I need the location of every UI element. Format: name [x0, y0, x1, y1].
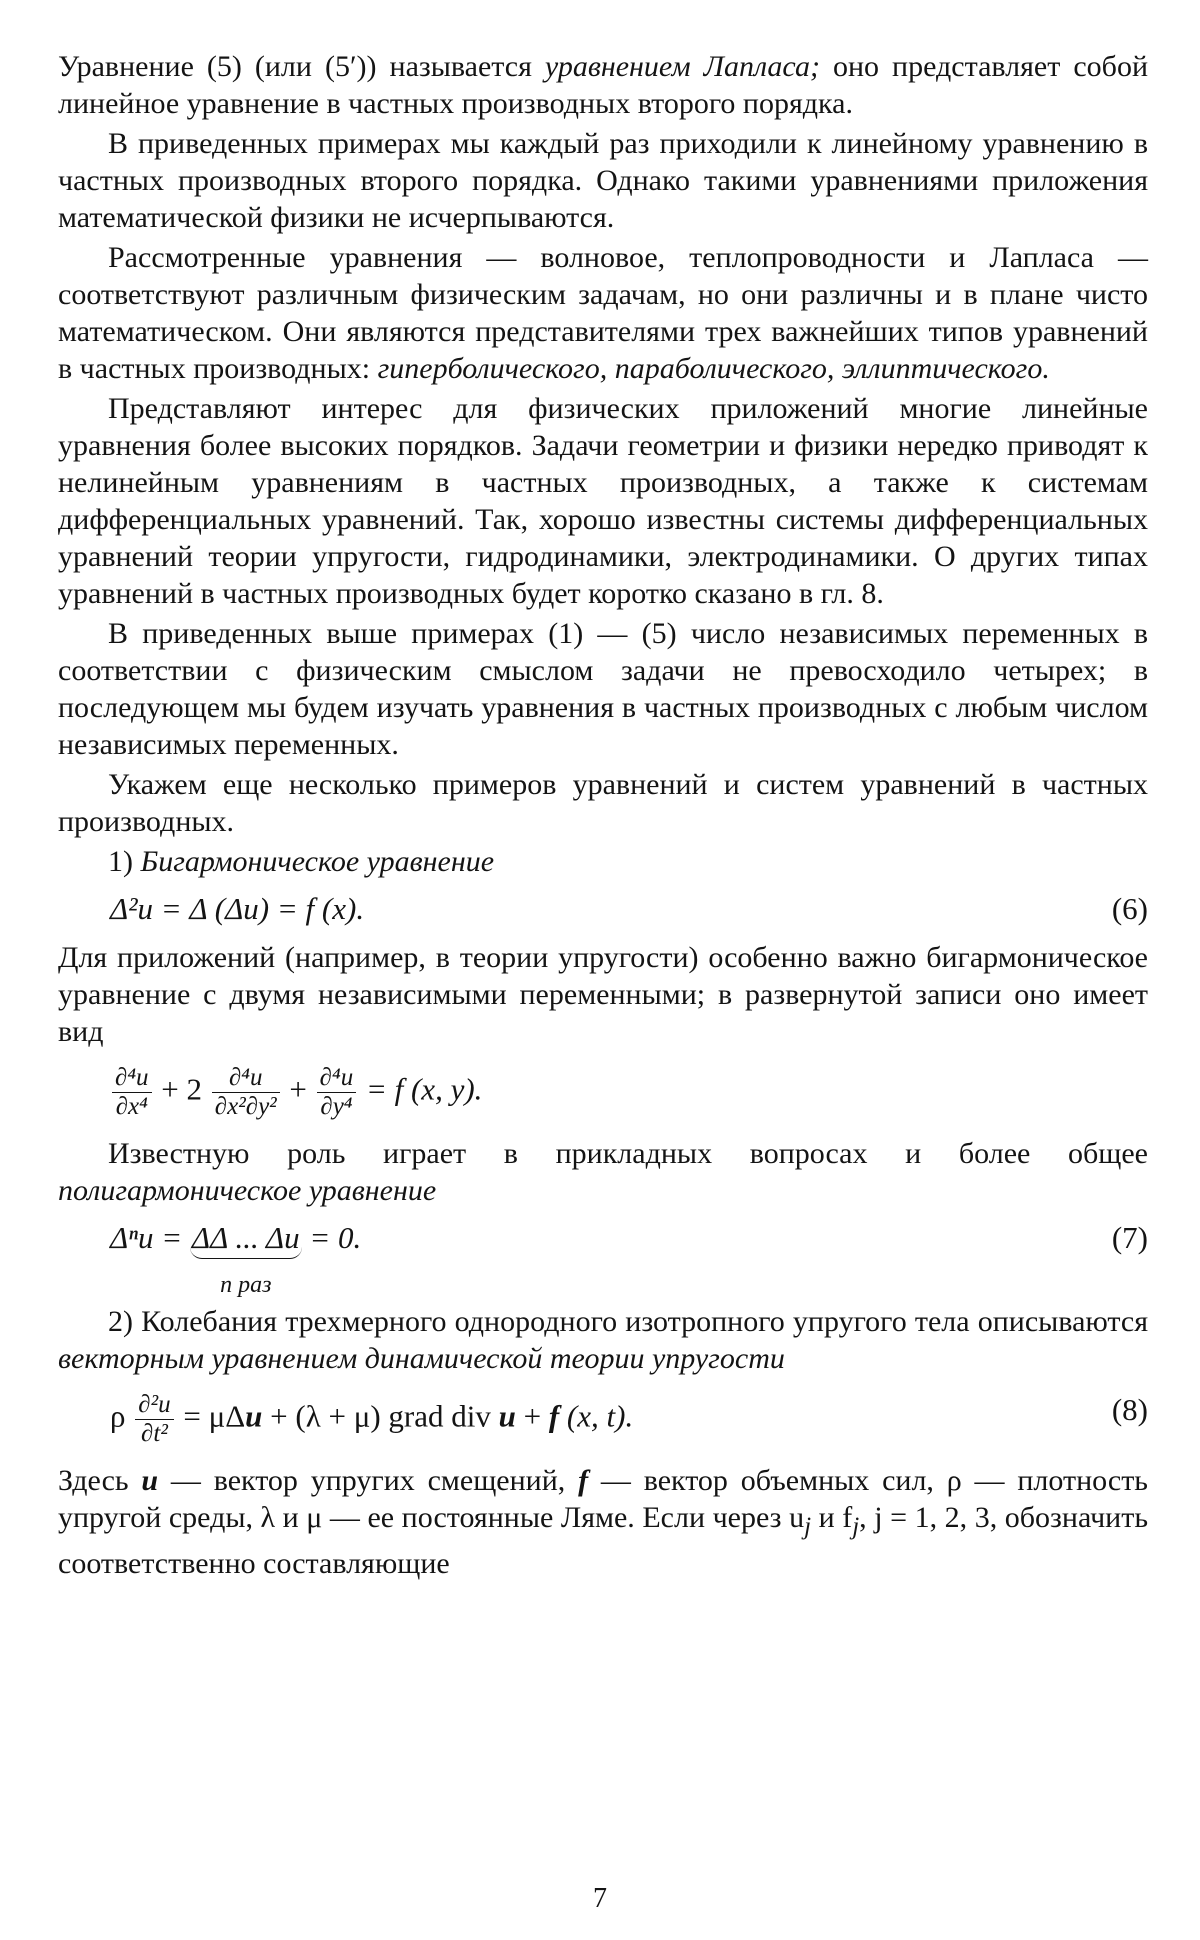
fraction-d4u-dx2dy2 — [212, 1064, 280, 1121]
equation-8 — [58, 1391, 1148, 1448]
paragraph-polyharmonic — [58, 1135, 1148, 1209]
paragraph-independent-variables: В приведенных выше примерах (1) — (5) число независимых переменных в соответствии с физическим смыслом задачи не превосходило четырех; в последующем мы будем изучать уравнения в частных производных с любым числом независимых переменных. — [58, 617, 1148, 761]
text-run: оно представляет собой линейное уравнение в частных производных второго порядка. — [58, 50, 1148, 120]
paragraph-biharmonic-two-vars: Для приложений (например, в теории упругости) особенно важно бигармоническое уравнение с двумя независимыми переменными; в развернутой записи оно имеет вид — [58, 941, 1148, 1048]
text-run: — вектор упругих смещений, — [158, 1464, 579, 1497]
page-number: 7 — [593, 1883, 607, 1914]
equation-7-rhs: = 0. — [301, 1220, 362, 1255]
fraction-denominator: ∂y⁴ — [320, 1093, 353, 1120]
subscript-j: j — [804, 1513, 812, 1540]
operator-plus-two: + 2 — [161, 1071, 203, 1107]
vector-u: u — [498, 1398, 516, 1434]
paragraph-equation-types — [58, 239, 1148, 387]
vector-u: u — [141, 1464, 159, 1497]
fraction-d4u-dy4 — [317, 1064, 357, 1121]
equation-8-number: (8) — [1111, 1392, 1148, 1427]
paragraph-elasticity-vibrations — [58, 1303, 1148, 1377]
text-run: Рассмотренные уравнения — волновое, теплопроводности и Лапласа — соответствуют различным физическим задачам, но они различны и в плане чисто математическом. Они являются представителями трех важнейших типов уравнений в частных производных: — [58, 241, 1148, 385]
paragraph-more-examples: Укажем еще несколько примеров уравнений и систем уравнений в частных производных. — [58, 768, 1148, 838]
equation-7 — [58, 1219, 1148, 1298]
equation-7-number: (7) — [1111, 1220, 1148, 1255]
underbrace-group — [190, 1219, 302, 1298]
emphasis-biharmonic: Бигармоническое уравнение — [140, 845, 495, 878]
text-run: Уравнение (5) (или (5′)) называется — [58, 50, 545, 83]
paragraph-laplace-definition — [58, 48, 1148, 122]
underbrace-content: ΔΔ ... Δu — [191, 1220, 300, 1255]
equation-8-term: = μΔ — [175, 1398, 246, 1434]
fraction-denominator: ∂t² — [141, 1420, 168, 1447]
emphasis-laplace-equation: уравнением Лапласа; — [544, 50, 820, 83]
fraction-numerator: ∂²u — [135, 1391, 173, 1420]
fraction-d2u-dt2 — [135, 1391, 173, 1448]
text-run: , j = 1, 2, 3, обозначить соответственно составляющие — [58, 1501, 1148, 1580]
text-run: Здесь — [58, 1464, 142, 1497]
equation-rhs: = f (x, y). — [365, 1071, 483, 1107]
equation-8-term: (x, t). — [559, 1398, 634, 1434]
paragraph-notation — [58, 1462, 1148, 1582]
paragraph-linear-examples: В приведенных примерах мы каждый раз приходили к линейному уравнению в частных производных второго порядка. Однако такими уравнениями приложения математической физики не исчерпываются. — [58, 127, 1148, 234]
equation-8-term: + — [515, 1398, 549, 1434]
operator-plus: + — [289, 1071, 307, 1107]
emphasis-vector-equation: векторным уравнением динамической теории упругости — [58, 1342, 785, 1375]
paragraph-higher-order: Представляют интерес для физических приложений многие линейные уравнения более высоких порядков. Задачи геометрии и физики нередко приводят к нелинейным уравнениям в частных производных, а также к системам дифференциальных уравнений. Так, хорошо известны системы дифференциальных уравнений теории упругости, гидродинамики, электродинамики. О других типах уравнений в частных производных будет коротко сказано в гл. 8. — [58, 392, 1148, 610]
vector-f: f — [578, 1464, 589, 1497]
vector-u: u — [245, 1398, 263, 1434]
text-run: Известную роль играет в прикладных вопросах и более общее — [108, 1137, 1148, 1170]
subscript-j: j — [852, 1513, 860, 1540]
fraction-denominator: ∂x²∂y² — [214, 1093, 277, 1120]
underbrace-label: n раз — [220, 1272, 272, 1298]
paragraph-biharmonic-heading — [58, 843, 1148, 880]
equation-8-term: + (λ + μ) grad div — [262, 1398, 499, 1434]
emphasis-polyharmonic: полигармоническое уравнение — [58, 1174, 437, 1207]
fraction-numerator: ∂⁴u — [112, 1064, 152, 1093]
equation-6-number: (6) — [1111, 891, 1148, 926]
equation-biharmonic-expanded — [58, 1064, 1148, 1121]
emphasis-equation-types: гиперболического, параболического, эллиптического. — [377, 352, 1050, 385]
text-run: 2) Колебания трехмерного однородного изотропного упругого тела описываются — [108, 1305, 1148, 1338]
fraction-d4u-dx4 — [112, 1064, 152, 1121]
fraction-denominator: ∂x⁴ — [115, 1093, 148, 1120]
fraction-numerator: ∂⁴u — [317, 1064, 357, 1093]
equation-6 — [58, 890, 1148, 927]
text-run: и f — [811, 1501, 853, 1534]
vector-f: f — [548, 1398, 560, 1434]
fraction-numerator: ∂⁴u — [212, 1064, 280, 1093]
text-run: — вектор объемных сил, ρ — плотность упругой среды, λ и μ — ее постоянные Ляме. Если через u — [58, 1464, 1148, 1534]
equation-6-body: Δ²u = Δ (Δu) = f (x). — [110, 891, 365, 926]
list-number: 1) — [108, 845, 141, 878]
equation-7-lhs: Δⁿu = — [110, 1220, 190, 1255]
symbol-rho: ρ — [110, 1398, 126, 1434]
